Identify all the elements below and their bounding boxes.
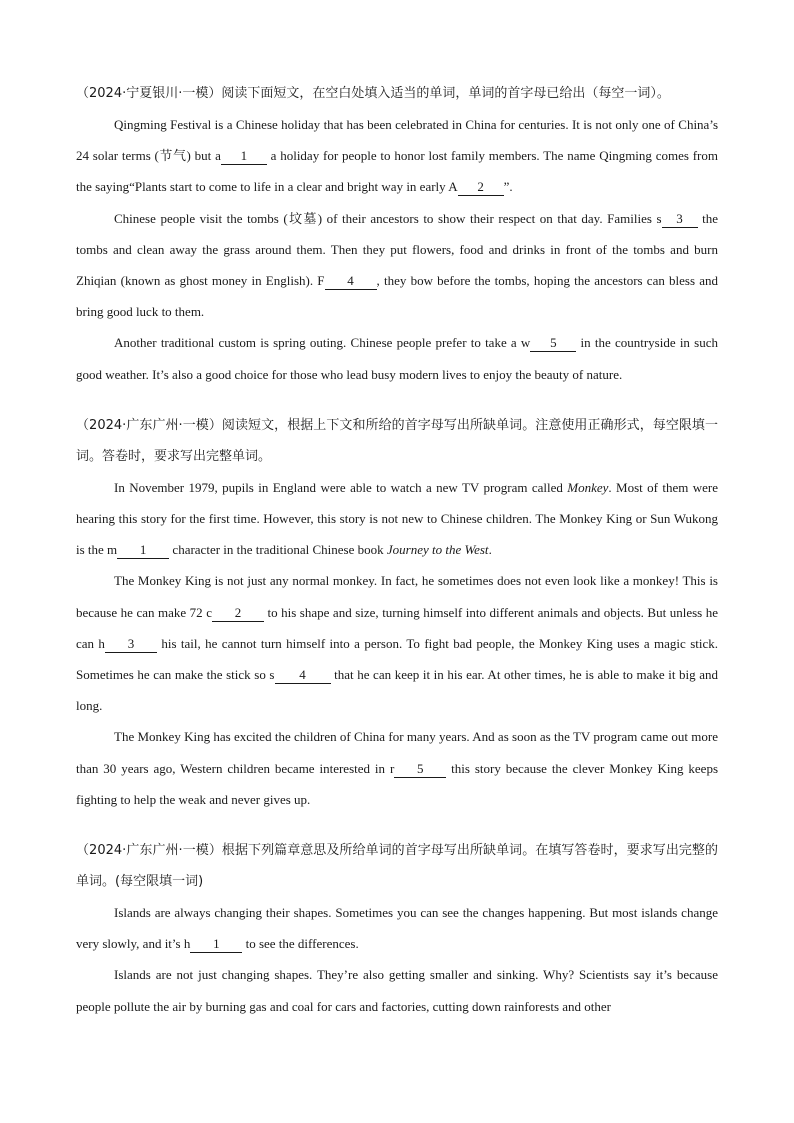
blank-field[interactable]: 5 xyxy=(530,335,576,352)
blank-field[interactable]: 3 xyxy=(105,636,157,653)
passage-paragraph xyxy=(76,565,718,721)
passage-text: The Monkey King is not just any normal monkey. In fact, he sometimes does not even look like a monkey! This is because he can make 72 c xyxy=(76,573,718,620)
passage-text: , they bow before the tombs, hoping the ancestors can bless and bring good luck to them. xyxy=(76,273,718,320)
passage-text: the tombs and clean away the grass around them. Then they put flowers, food and drinks in front of the tombs and burn Zhiqian (known as ghost money in English). F xyxy=(76,210,718,289)
book-title: Monkey xyxy=(567,479,609,495)
passage-paragraph xyxy=(76,897,718,959)
passage-text: in the countryside in such good weather. It’s also a good choice for those who lead busy modern lives to enjoy the beauty of nature. xyxy=(76,335,718,382)
passage-text: this story because the clever Monkey King keeps fighting to help the weak and never gives up. xyxy=(76,760,719,807)
passage-text: . xyxy=(488,542,492,558)
passage-text: ”. xyxy=(503,179,513,195)
passage-text: . Most of them were hearing this story for the first time. However, this story is not new to Chinese children. The Monkey King or Sun Wukong is the m xyxy=(76,479,718,558)
passage-paragraph xyxy=(76,203,718,328)
passage-text: that he can keep it in his ear. At other times, he is able to make it big and long. xyxy=(76,667,719,714)
passage-text: Islands are not just changing shapes. They’re also getting smaller and sinking. Why? Scientists say it’s because people pollute the air by burning gas and coal for cars and factories, cutting down rainforests and other xyxy=(76,967,718,1014)
exercise-section-1 xyxy=(76,78,718,390)
section-heading: （2024·广东广州·一模）根据下列篇章意思及所给单词的首字母写出所缺单词。在填写答卷时，要求写出完整的单词。(每空限填一词) xyxy=(76,843,718,890)
blank-field[interactable]: 4 xyxy=(325,273,377,290)
passage-paragraph xyxy=(76,109,718,203)
blank-field[interactable]: 1 xyxy=(190,936,242,953)
exercise-section-2 xyxy=(76,410,718,815)
blank-field[interactable]: 5 xyxy=(394,761,446,778)
blank-field[interactable]: 1 xyxy=(117,542,169,559)
passage-paragraph xyxy=(76,721,718,815)
blank-field[interactable]: 4 xyxy=(275,667,331,684)
passage-text: In November 1979, pupils in England were able to watch a new TV program called xyxy=(114,479,568,495)
exercise-section-3 xyxy=(76,835,718,1022)
passage-text: Islands are always changing their shapes. Sometimes you can see the changes happening. But most islands change very slowly, and it’s h xyxy=(76,905,718,952)
passage-text: his tail, he cannot turn himself into a person. To fight bad people, the Monkey King uses a magic stick. Sometimes he can make the stick so s xyxy=(76,635,718,683)
passage-text: to his shape and size, turning himself into different animals and objects. But unless he can h xyxy=(76,604,718,651)
passage-text: Chinese people visit the tombs (坟墓) of their ancestors to show their respect on that day. Families s xyxy=(114,210,662,226)
passage-text: a holiday for people to honor lost family members. The name Qingming comes from the saying“Plants start to come to life in a clear and bright way in early A xyxy=(76,148,718,195)
section-heading: （2024·宁夏银川·一模）阅读下面短文，在空白处填入适当的单词，单词的首字母已给出（每空一词）。 xyxy=(76,86,670,101)
exercise-page xyxy=(76,78,718,1022)
book-title: Journey to the West xyxy=(386,542,489,558)
section-heading: （2024·广东广州·一模）阅读短文，根据上下文和所给的首字母写出所缺单词。注意使用正确形式，每空限填一词。答卷时，要求写出完整单词。 xyxy=(76,417,718,464)
passage-paragraph xyxy=(76,959,718,1021)
passage-text: character in the traditional Chinese book xyxy=(169,542,387,558)
passage-text: The Monkey King has excited the children of China for many years. And as soon as the TV program came out more than 30 years ago, Western children became interested in r xyxy=(76,729,718,776)
passage-paragraph xyxy=(76,472,718,566)
blank-field[interactable]: 2 xyxy=(212,605,264,622)
passage-paragraph xyxy=(76,327,718,389)
passage-text: Qingming Festival is a Chinese holiday that has been celebrated in China for centuries. It is not only one of China’s 24 solar terms (节气) but a xyxy=(76,117,718,164)
blank-field[interactable]: 3 xyxy=(662,211,698,228)
passage-text: to see the differences. xyxy=(242,936,359,952)
blank-field[interactable]: 1 xyxy=(221,148,267,165)
blank-field[interactable]: 2 xyxy=(458,179,504,196)
passage-text: Another traditional custom is spring outing. Chinese people prefer to take a w xyxy=(114,335,531,351)
